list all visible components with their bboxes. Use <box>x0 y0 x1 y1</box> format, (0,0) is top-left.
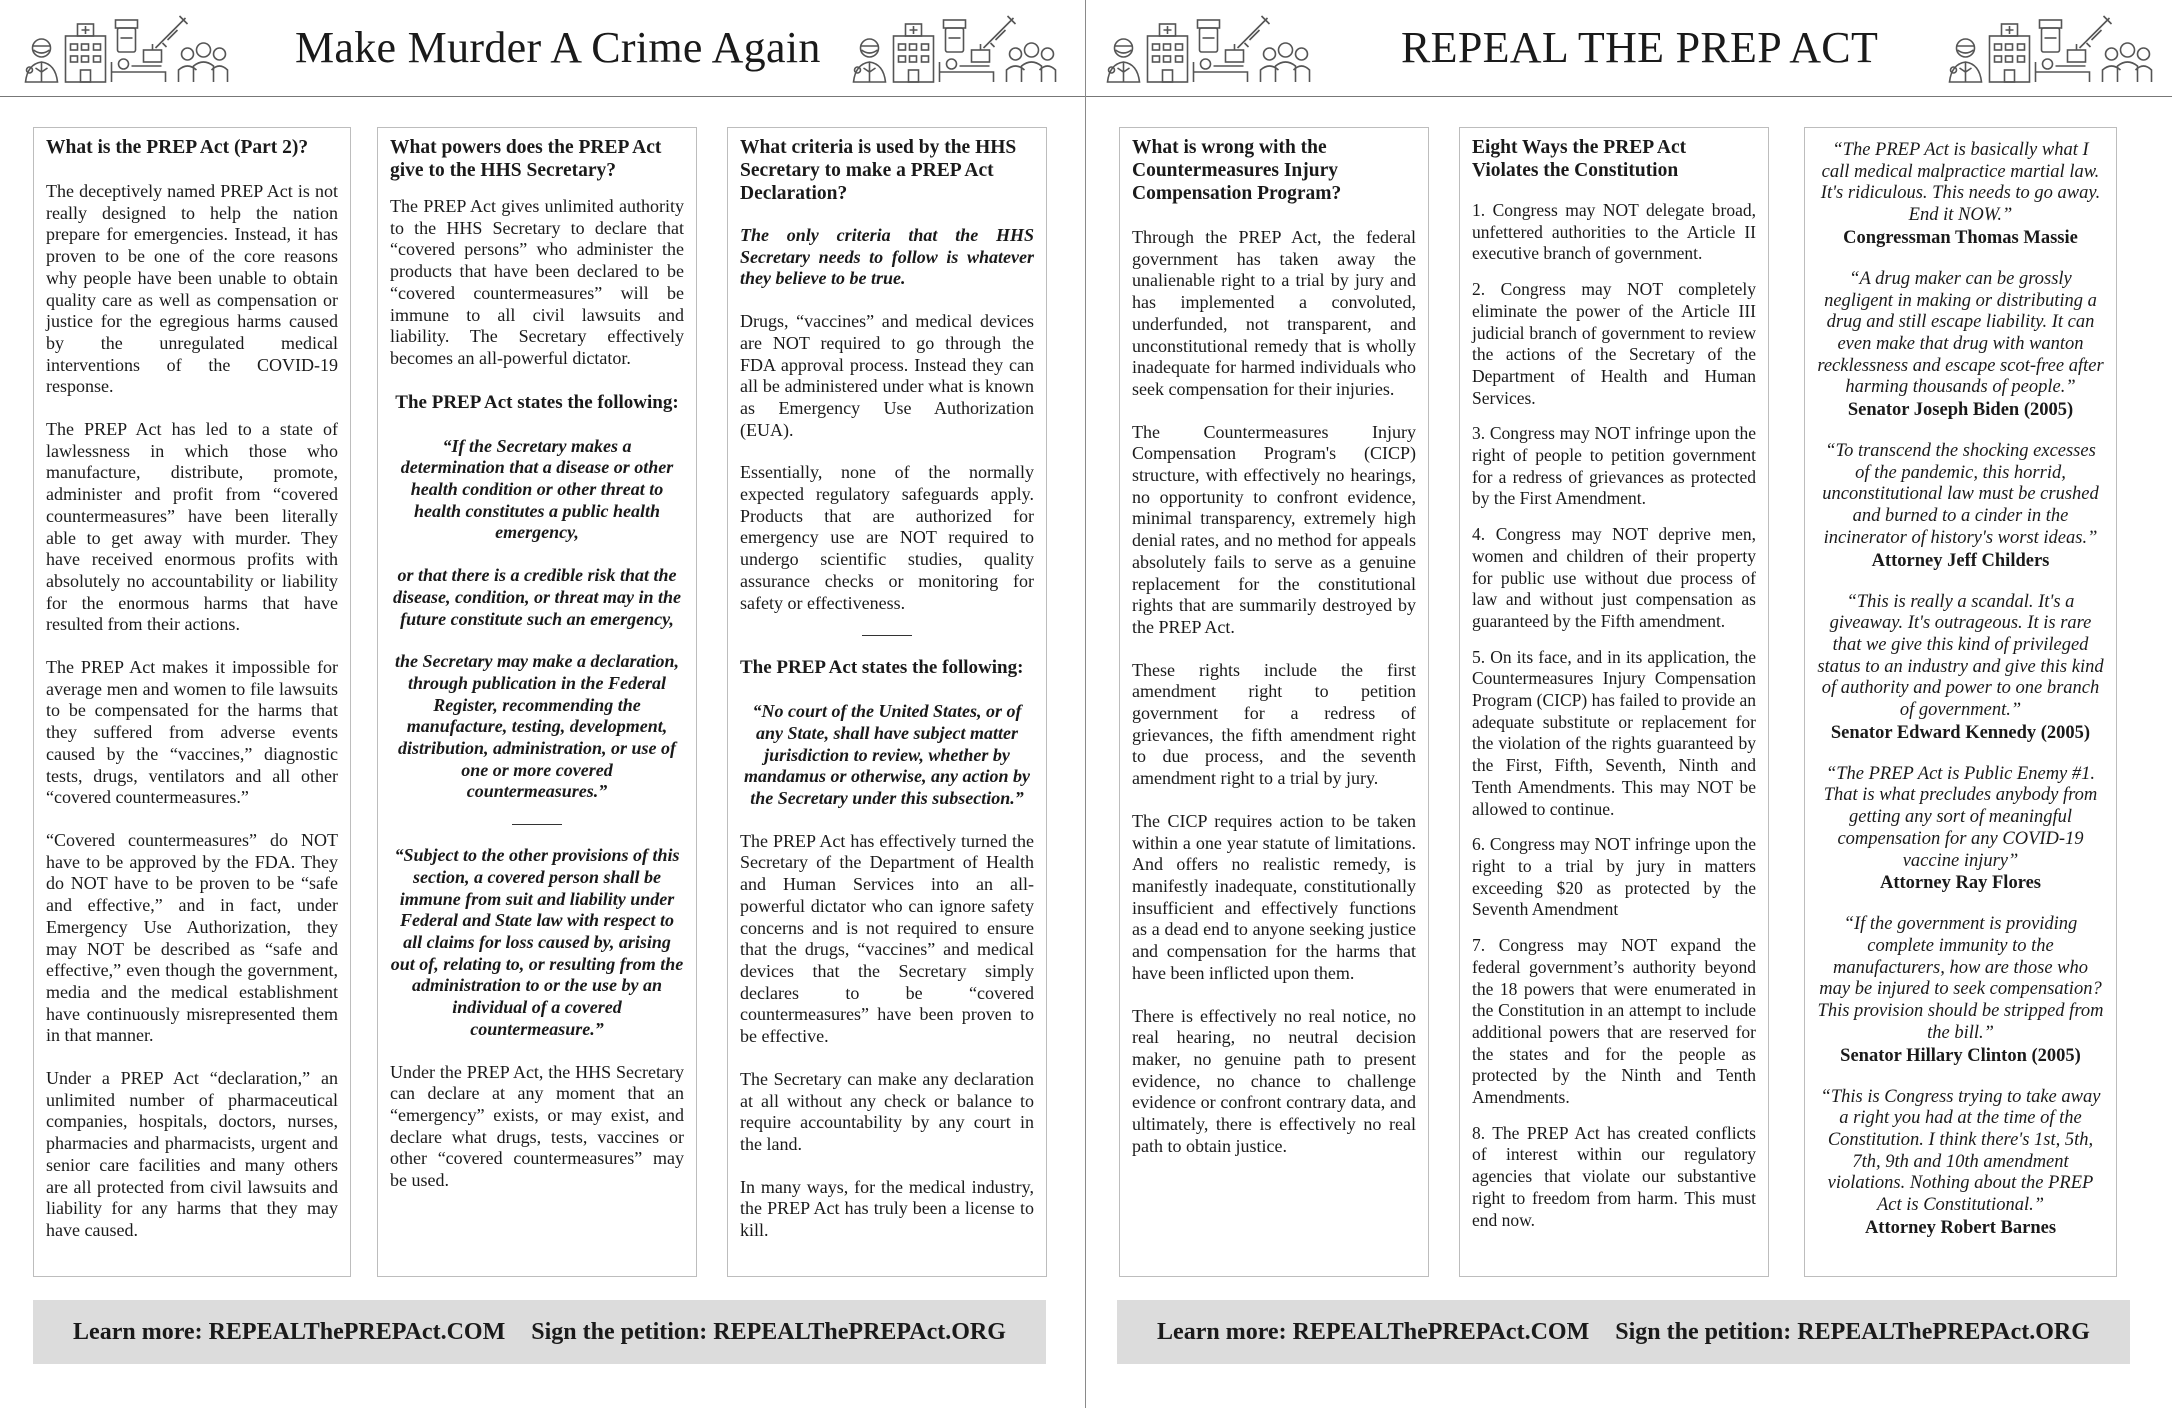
subheading: The PREP Act states the following: <box>395 391 679 413</box>
quote-author: Senator Joseph Biden (2005) <box>1847 400 2074 421</box>
right-page <box>1086 0 2172 1408</box>
medical-icons-illustration <box>1094 10 1324 86</box>
left-footer-banner <box>33 1300 1046 1364</box>
right-header <box>1086 0 2172 97</box>
left-page-title: Make Murder A Crime Again <box>295 23 821 72</box>
paragraph: The PREP Act makes it impossible for average men and women to file lawsuits to be compensated for the harms that they suffered from adverse events caused by the “vaccines,” diagnostic tests, drugs, ventilators and all other “covered countermeasures.” <box>46 657 338 808</box>
column-heading: What criteria is used by the HHS Secretary to make a PREP Act Declaration? <box>740 137 1017 204</box>
column-hhs-criteria <box>727 127 1047 1277</box>
list-item: 7. Congress may NOT expand the federal government’s authority beyond the 18 powers that were enumerated in the Constitution in an attempt to include additional powers that are reserved for the states and for the people as protected by the Ninth and Tenth Amendments. <box>1472 935 1756 1108</box>
lead-statement: The only criteria that the HHS Secretary needs to follow is whatever they believe to be true. <box>740 225 1034 289</box>
list-item: 5. On its face, and in its application, the Countermeasures Injury Compensation Program (CICP) has failed to provide an adequate substitute or replacement for the violation of the rights guaranteed by the First, Fifth, Seventh, Ninth and Tenth Amendments. This may NOT be allowed to continue. <box>1472 646 1756 819</box>
paragraph: The PREP Act has led to a state of lawlessness in which those who manufacture, distribute, promote, administer and profit from “covered countermeasures” have been literally able to get away with murder. They have received enormous profits with absolutely no accountability or liability for the enormous harms that have resulted from their actions. <box>46 419 338 635</box>
paragraph: “Covered countermeasures” do NOT have to be approved by the FDA. They do NOT have to be proven to be “safe and effective,” and in fact, under Emergency Use Authorization, they may NOT be described as “safe and effective,” even though the government, media and the medical establishment have continuously misrepresented them in that manner. <box>46 829 338 1046</box>
paragraph: In many ways, for the medical industry, the PREP Act has truly been a license to kill. <box>740 1176 1034 1241</box>
paragraph: The PREP Act gives unlimited authority to the HHS Secretary to declare that “covered persons” who administer the products that have been declared to be “covered countermeasures” will be immune to all civil lawsuits and liability. The Secretary effectively becomes an all-powerful dictator. <box>390 196 684 368</box>
learn-more-link[interactable]: Learn more: REPEALThePREPAct.COM <box>73 1318 506 1345</box>
paragraph: Essentially, none of the normally expected regulatory safeguards apply. Products that are authorized for emergency use are NOT required to undergo scientific studies, quality assurance checks or monitoring for safety or effectiveness. <box>740 462 1034 613</box>
quote-text: “The PREP Act is basically what I call medical malpractice martial law. It's ridiculous. This needs to go away. End it NOW.” <box>1820 140 2101 226</box>
quote-text: “A drug maker can be grossly negligent in making or distributing a drug and still escape liability. It can even make that drug with wanton recklessness and escape scot-free after harming thousands of people.” <box>1817 268 2104 398</box>
statute-quote: or that there is a credible risk that the disease, condition, or threat may in the future constitute such an emergency, <box>392 565 682 629</box>
divider <box>862 635 912 636</box>
sign-petition-link[interactable]: Sign the petition: REPEALThePREPAct.ORG <box>1615 1318 2090 1345</box>
list-item: 8. The PREP Act has created conflicts of interest within our regulatory agencies that violate our substantive right to freedom from harm. This must end now. <box>1472 1122 1756 1230</box>
column-eight-ways <box>1459 127 1769 1277</box>
column-prep-act-part2 <box>33 127 351 1277</box>
subheading: The PREP Act states the following: <box>740 657 1024 679</box>
right-footer-banner <box>1117 1300 2130 1364</box>
list-item: 1. Congress may NOT delegate broad, unfettered authorities to the Article II executive branch of government. <box>1472 200 1756 264</box>
quote-text: “The PREP Act is Public Enemy #1. That is what precludes anybody from getting any sort of meaningful compensation for any COVID-19 vaccine injury” <box>1823 763 2098 871</box>
paragraph: The CICP requires action to be taken within a one year statute of limitations. And offers no realistic remedy, is manifestly inadequate, constitutionally insufficient and effectively functions as a dead end to anyone seeking justice and compensation for the harms that have been inflicted upon them. <box>1132 810 1416 983</box>
right-page-title: REPEAL THE PREP ACT <box>1401 23 1879 72</box>
paragraph: Under the PREP Act, the HHS Secretary can declare at any moment that an “emergency” exists, or may exist, and declare what drugs, tests, vaccines or other “covered countermeasures” may be used. <box>390 1061 684 1191</box>
medical-icons-illustration <box>1936 10 2166 86</box>
quote-author: Senator Edward Kennedy (2005) <box>1830 722 2091 743</box>
paragraph: There is effectively no real notice, no real hearing, no neutral decision maker, no genuine path to present evidence, no chance to challenge evidence or confront contrary data, and ultimately, there is effectively no real path to obtain justice. <box>1132 1005 1416 1156</box>
statute-quote: “If the Secretary makes a determination that a disease or other health condition or other threat to health constitutes a public health emergency, <box>400 435 674 543</box>
left-header <box>0 0 1086 97</box>
sign-petition-link[interactable]: Sign the petition: REPEALThePREPAct.ORG <box>531 1318 1006 1345</box>
column-quotes <box>1804 127 2117 1277</box>
medical-icons-illustration <box>12 10 242 86</box>
quote-author: Attorney Ray Flores <box>1880 873 2041 894</box>
quote-text: “To transcend the shocking excesses of the pandemic, this horrid, unconstitutional law must be crushed and burned to a cinder in the incinerator of history's worst ideas.” <box>1822 441 2099 548</box>
paragraph: The PREP Act has effectively turned the Secretary of the Department of Health and Human Services into an all-powerful dictator who can ignore safety concerns and is not required to ensure that the drugs, “vaccines” and medical devices that the Secretary simply declares to be “covered countermeasures” have been proven to be effective. <box>740 830 1034 1047</box>
column-hhs-powers <box>377 127 697 1277</box>
list-item: 4. Congress may NOT deprive men, women and children of their property for public use without due process of law and without just compensation as guaranteed by the Fifth amendment. <box>1472 524 1756 631</box>
paragraph: The Countermeasures Injury Compensation Program's (CICP) structure, with effectively no hearings, no opportunity to confront evidence, minimal transparency, extremely high denial rates, and no method for appeals absolutely fails to serve as a genuine replacement for the constitutional rights that are summarily destroyed by the PREP Act. <box>1132 421 1416 637</box>
quote-text: “This is really a scandal. It's a giveaway. It's outrageous. It is rare that we give this kind of privileged status to an industry and give this kind of authority and power to one branch of government.” <box>1817 591 2104 721</box>
divider <box>512 824 562 825</box>
quote-text: “This is Congress trying to take away a right you had at the time of the Constitution. I think there's 1st, 5th, 7th, 9th and 10th amendment violations. Nothing about the PREP Act is Constitutional.” <box>1820 1086 2101 1216</box>
quote-author: Congressman Thomas Massie <box>1843 227 2078 248</box>
left-page <box>0 0 1086 1408</box>
paragraph: Through the PREP Act, the federal government has taken away the unalienable right to a trial by jury and has implemented a convoluted, underfunded, not transparent, and unconstitutional remedy that is wholly inadequate for harmed individuals who seek compensation for their injuries. <box>1132 227 1416 399</box>
learn-more-link[interactable]: Learn more: REPEALThePREPAct.COM <box>1157 1318 1590 1345</box>
medical-icons-illustration <box>840 10 1070 86</box>
column-heading: Eight Ways the PREP Act Violates the Constitution <box>1472 137 1687 181</box>
quote-author: Attorney Robert Barnes <box>1864 1217 2057 1238</box>
paragraph: The Secretary can make any declaration at all without any check or balance to require accountability by any court in the land. <box>740 1068 1034 1154</box>
list-item: 3. Congress may NOT infringe upon the right of people to petition government for a redress of grievances as protected by the First Amendment. <box>1472 423 1756 509</box>
paragraph: Under a PREP Act “declaration,” an unlimited number of pharmaceutical companies, hospitals, doctors, nurses, pharmacies and pharmacists, urgent and senior care facilities and many others are all protected from civil lawsuits and liability for any harms that they may have caused. <box>46 1068 338 1240</box>
statute-quote: “Subject to the other provisions of this section, a covered person shall be immune from suit and liability under Federal and State law with respect to all claims for loss caused by, arising out of, relating to, or resulting from the administration to or the use by an individual of a covered countermeasure.” <box>390 845 684 1039</box>
paragraph: The deceptively named PREP Act is not really designed to help the nation prepare for emergencies. Instead, it has proven to be one of the core reasons why people have been unable to obtain quality care as well as compensation or justice for the egregious harms caused by the unregulated medical interventions of the COVID-19 response. <box>46 181 338 397</box>
paragraph: Drugs, “vaccines” and medical devices are NOT required to go through the FDA approval process. Instead they can all be administered under what is known as Emergency Use Authorization (EUA). <box>740 311 1034 440</box>
quote-text: “If the government is providing complete immunity to the manufacturers, how are those who may be injured to seek compensation? This provision should be stripped from the bill.” <box>1817 914 2104 1043</box>
column-cicp <box>1119 127 1429 1277</box>
list-item: 2. Congress may NOT completely eliminate the power of the Article III judicial branch of government to review the actions of the Secretary of the Department of Health and Human Services. <box>1472 279 1756 408</box>
statute-quote: “No court of the United States, or of any State, shall have subject matter jurisdiction to review, whether by mandamus or otherwise, any action by the Secretary under this subsection.” <box>743 701 1031 809</box>
statute-quote: the Secretary may make a declaration, through publication in the Federal Register, recommending the manufacture, testing, development, distribution, administration, or use of one or more covered countermeasures.” <box>395 651 679 802</box>
paragraph: These rights include the first amendment right to petition government for a redress of grievances, the fifth amendment right to due process, and the seventh amendment right to a trial by jury. <box>1132 659 1416 789</box>
quote-author: Attorney Jeff Childers <box>1871 550 2050 571</box>
column-heading: What is the PREP Act (Part 2)? <box>46 137 309 158</box>
list-item: 6. Congress may NOT infringe upon the right to a trial by jury in matters exceeding $20 as protected by the Seventh Amendment <box>1472 834 1756 920</box>
column-heading: What is wrong with the Countermeasures Injury Compensation Program? <box>1132 137 1342 204</box>
column-heading: What powers does the PREP Act give to the HHS Secretary? <box>390 137 662 181</box>
quote-author: Senator Hillary Clinton (2005) <box>1840 1045 2081 1066</box>
